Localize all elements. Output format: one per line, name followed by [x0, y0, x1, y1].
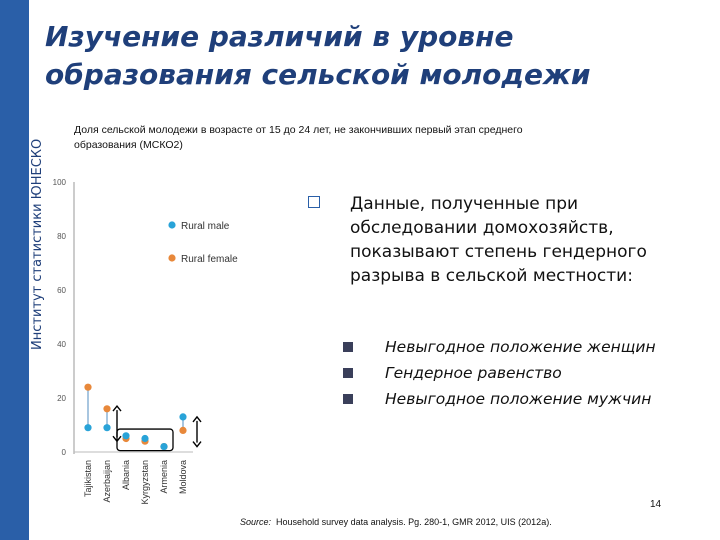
y-tick-label: 0	[61, 448, 66, 457]
dumbbell-chart	[44, 170, 294, 530]
female-point	[179, 427, 186, 434]
main-bullet-text: Данные, полученные при обследовании домохозяйств, показывают степень гендерного разрыва в сельской местности:	[350, 194, 647, 286]
legend-male-marker	[168, 221, 175, 228]
female-point	[84, 384, 91, 391]
y-tick-label: 100	[52, 178, 66, 187]
y-tick-label: 80	[57, 232, 66, 241]
sub-bullet-text: Невыгодное положение женщин	[385, 338, 656, 356]
sub-bullet-item	[343, 334, 713, 360]
sub-bullet-text: Невыгодное положение мужчин	[385, 390, 652, 408]
male-point	[160, 443, 167, 450]
filled-square-bullet-icon	[343, 368, 353, 378]
x-tick-label: Tajikistan	[83, 460, 93, 498]
hollow-square-bullet-icon	[308, 196, 320, 208]
legend-female-label: Rural female	[181, 254, 238, 265]
chart-subtitle: Доля сельской молодежи в возрасте от 15 до 24 лет, не закончивших первый этап среднего образования (МСКО2)	[74, 124, 523, 151]
male-point	[84, 424, 91, 431]
sub-bullet-text: Гендерное равенство	[385, 364, 562, 382]
male-point	[122, 432, 129, 439]
source-text: Household survey data analysis. Pg. 280-1, GMR 2012, UIS (2012a).	[276, 517, 552, 527]
x-tick-label: Kyrgyzstan	[140, 460, 150, 505]
x-tick-label: Moldova	[178, 460, 188, 495]
male-point	[141, 435, 148, 442]
sidebar-label-text: Институт статистики ЮНЕСКО	[30, 138, 45, 350]
x-tick-label: Armenia	[159, 460, 169, 494]
source-label: Source:	[240, 517, 272, 527]
x-tick-label: Albania	[121, 460, 131, 491]
page-number: 14	[650, 499, 662, 510]
male-point	[103, 424, 110, 431]
x-tick-label: Azerbaijan	[102, 460, 112, 503]
y-tick-label: 20	[57, 394, 66, 403]
sub-bullet-item	[343, 360, 713, 386]
source-note	[240, 517, 552, 527]
legend-male-label: Rural male	[181, 221, 230, 232]
slide-title: Изучение различий в уровне образования сельской молодежи	[45, 20, 591, 91]
sub-bullet-list	[343, 334, 713, 412]
sub-bullet-item	[343, 386, 713, 412]
legend-female-marker	[168, 254, 175, 261]
y-tick-label: 40	[57, 340, 66, 349]
filled-square-bullet-icon	[343, 342, 353, 352]
filled-square-bullet-icon	[343, 394, 353, 404]
female-point	[103, 405, 110, 412]
sidebar-bar	[0, 0, 29, 540]
y-tick-label: 60	[57, 286, 66, 295]
male-point	[179, 413, 186, 420]
